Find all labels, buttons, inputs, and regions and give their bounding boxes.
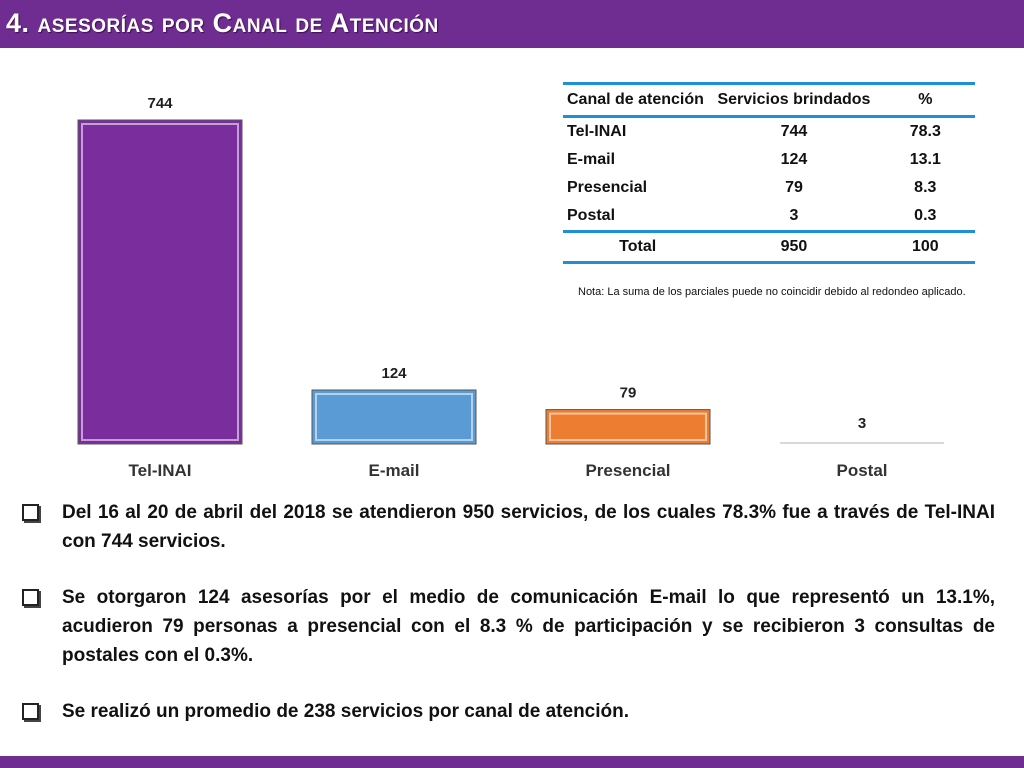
table-cell: Tel-INAI (567, 123, 627, 140)
x-tick-label: Postal (836, 461, 888, 480)
table-cell: 8.3 (914, 179, 937, 196)
table-cell: 78.3 (909, 123, 941, 140)
checkbox-bullet-icon (22, 703, 39, 720)
table-cell: E-mail (567, 151, 616, 168)
table-cell: 79 (785, 179, 803, 196)
bullet-text: Del 16 al 20 de abril del 2018 se atendieron 950 servicios, de los cuales 78.3% fue a través de Tel-INAI con 744 servicios. (62, 502, 995, 552)
page-title: 4. asesorías por Canal de Atención (6, 8, 439, 38)
bullet-item (20, 498, 995, 556)
x-tick-label: Tel-INAI (128, 461, 192, 480)
table-total-row (563, 232, 975, 263)
bullet-list (20, 498, 995, 726)
bar-tel-inai (78, 120, 242, 444)
table-header: Servicios brindados (712, 84, 875, 117)
table-row (563, 117, 975, 147)
bar-e-mail (312, 390, 476, 444)
table-total-cell: 100 (876, 232, 975, 263)
bar-value-label: 3 (857, 415, 867, 432)
checkbox-bullet-icon (22, 504, 39, 521)
bullet-text: Se otorgaron 124 asesorías por el medio de comunicación E-mail lo que representó un 13.1%, acudieron 79 personas a presencial con el 8.3 % de participación y se recibieron 3 consultas de postales con el 0.3%. (62, 587, 995, 666)
table-note: Nota: La suma de los parciales puede no coincidir debido al redondeo aplicado. (578, 286, 966, 298)
table-row (563, 202, 975, 232)
table-total-label: Total (563, 232, 712, 263)
table-row (563, 174, 975, 202)
bar-value-label: 744 (147, 95, 173, 112)
table-header: % (876, 84, 975, 117)
table-total-cell: 950 (712, 232, 875, 263)
bar-value-label: 124 (381, 365, 407, 382)
table-cell: Postal (567, 207, 616, 224)
table-cell: Presencial (567, 179, 648, 196)
table-cell: 744 (780, 123, 808, 140)
bullet-item (20, 583, 995, 670)
bar-presencial (546, 410, 710, 444)
table-cell: 0.3 (914, 207, 937, 224)
table-header-row (563, 84, 975, 117)
bullet-item (20, 697, 995, 726)
checkbox-bullet-icon (22, 589, 39, 606)
x-tick-label: E-mail (368, 461, 420, 480)
table-header: Canal de atención (563, 84, 712, 117)
bar-postal (780, 442, 944, 444)
table-cell: 124 (780, 151, 808, 168)
x-tick-label: Presencial (585, 461, 671, 480)
table-row (563, 146, 975, 174)
services-table (563, 82, 975, 264)
title-bar (0, 0, 1024, 48)
table-cell: 3 (789, 207, 799, 224)
bar-value-label: 79 (619, 384, 637, 402)
table-cell: 13.1 (909, 151, 941, 168)
bullet-text: Se realizó un promedio de 238 servicios por canal de atención. (62, 701, 630, 722)
footer-bar (0, 756, 1024, 768)
